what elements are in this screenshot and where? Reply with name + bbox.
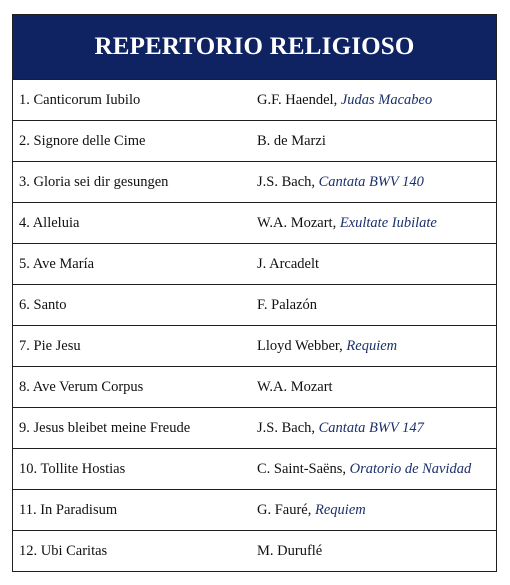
table-header [13, 15, 496, 79]
composer-cell [257, 133, 496, 150]
composer-cell [257, 174, 496, 191]
composer-cell [257, 543, 496, 560]
work-name: Exultate Iubilate [339, 214, 437, 231]
table-row [13, 448, 496, 489]
table-row [13, 284, 496, 325]
piece-title: 1. Canticorum Iubilo [19, 91, 141, 108]
piece-title: 4. Alleluia [19, 214, 80, 231]
table-row [13, 79, 496, 120]
table-row [13, 161, 496, 202]
work-name: Judas Macabeo [340, 91, 433, 108]
table-row [13, 325, 496, 366]
composer-name: M. Duruflé [257, 542, 323, 559]
table-row [13, 120, 496, 161]
composer-cell [257, 215, 496, 232]
table-row [13, 366, 496, 407]
piece-title: 5. Ave María [19, 255, 95, 272]
piece-title: 3. Gloria sei dir gesungen [19, 173, 169, 190]
piece-title: 12. Ubi Caritas [19, 542, 108, 559]
composer-cell [257, 502, 496, 519]
separator: , [311, 173, 319, 190]
piece-title: 7. Pie Jesu [19, 337, 81, 354]
table-row [13, 202, 496, 243]
composer-name: J. Arcadelt [257, 255, 320, 272]
piece-title: 6. Santo [19, 296, 67, 313]
composer-cell [257, 338, 496, 355]
separator: , [339, 337, 347, 354]
piece-title: 8. Ave Verum Corpus [19, 378, 144, 395]
composer-cell [257, 256, 496, 273]
work-name: Cantata BWV 147 [318, 419, 424, 436]
composer-name: C. Saint-Saëns [257, 460, 343, 477]
table-row [13, 489, 496, 530]
work-name: Cantata BWV 140 [318, 173, 424, 190]
composer-name: W.A. Mozart [257, 378, 333, 395]
repertoire-table [12, 14, 497, 572]
composer-cell [257, 420, 496, 437]
composer-name: G.F. Haendel [257, 91, 334, 108]
table-row [13, 407, 496, 448]
piece-title: 2. Signore delle Cime [19, 132, 146, 149]
composer-name: F. Palazón [257, 296, 318, 313]
piece-title: 11. In Paradisum [19, 501, 118, 518]
work-name: Requiem [315, 501, 366, 518]
table-title: REPERTORIO RELIGIOSO [94, 33, 415, 60]
work-name: Requiem [346, 337, 398, 354]
composer-name: Lloyd Webber [257, 337, 340, 354]
composer-name: J.S. Bach [257, 419, 312, 436]
composer-cell [257, 297, 496, 314]
composer-cell [257, 379, 496, 396]
separator: , [342, 460, 350, 477]
composer-name: J.S. Bach [257, 173, 312, 190]
composer-name: B. de Marzi [257, 132, 326, 149]
piece-title: 10. Tollite Hostias [19, 460, 126, 477]
separator: , [307, 501, 315, 518]
separator: , [332, 214, 340, 231]
separator: , [311, 419, 319, 436]
composer-name: G. Fauré [257, 501, 308, 518]
composer-name: W.A. Mozart [257, 214, 333, 231]
table-row [13, 530, 496, 571]
piece-title: 9. Jesus bleibet meine Freude [19, 419, 191, 436]
table-row [13, 243, 496, 284]
composer-cell [257, 92, 496, 109]
work-name: Oratorio de Navidad [349, 460, 472, 477]
separator: , [333, 91, 341, 108]
composer-cell [257, 461, 496, 478]
